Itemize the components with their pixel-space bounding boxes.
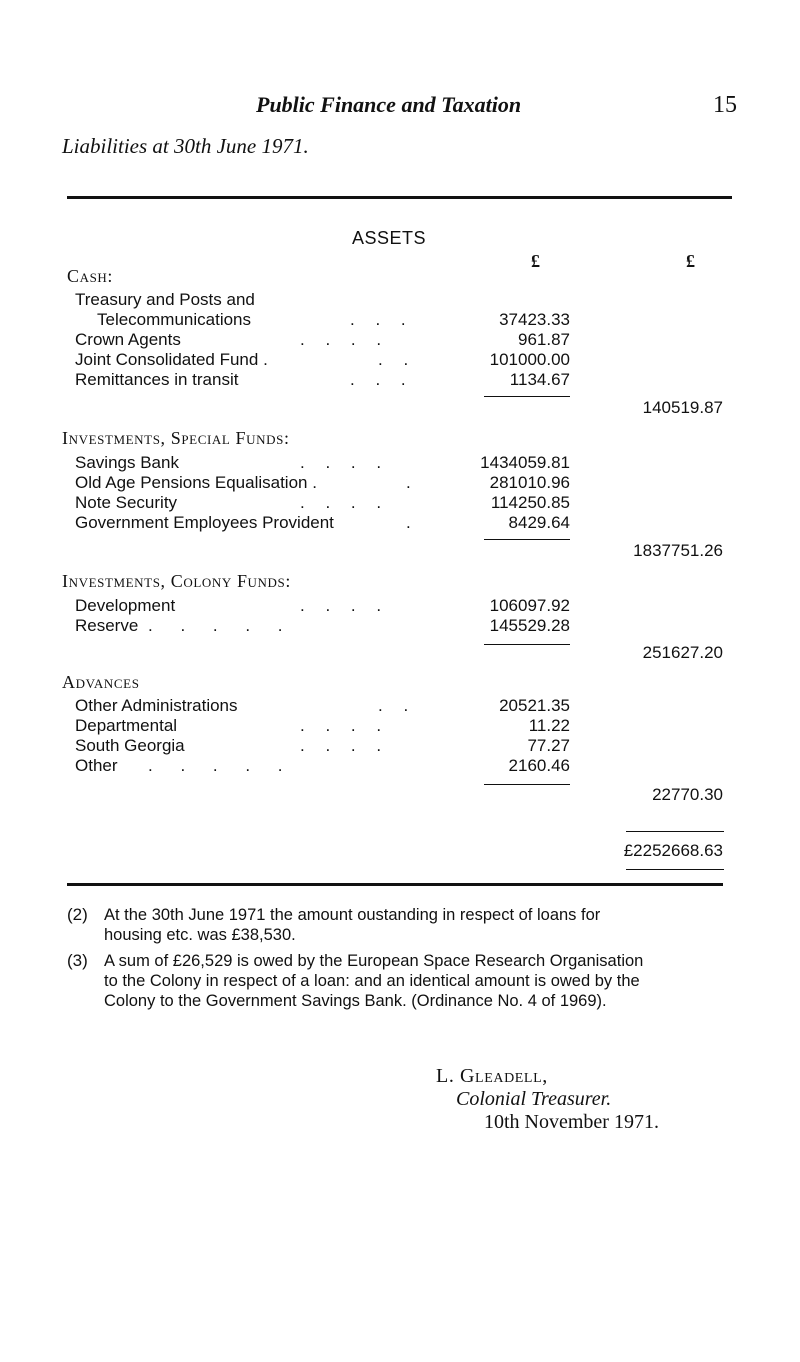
leader-dots: . . . .	[300, 716, 382, 735]
item-label: Development	[75, 596, 176, 615]
item-amount: 8429.64	[508, 513, 570, 532]
leader-dots: . . . . .	[148, 756, 283, 775]
item-amount: 145529.28	[489, 616, 570, 635]
item-label: Other Administrations	[75, 696, 238, 715]
item-amount: 77.27	[527, 736, 570, 755]
leader-dots: . . .	[350, 310, 406, 329]
item-amount: 101000.00	[489, 350, 570, 369]
currency-col2: £	[686, 251, 695, 271]
section-title: Advances	[62, 672, 140, 692]
bottom-rule	[67, 883, 723, 886]
section-subtotal: 1837751.26	[633, 541, 723, 560]
signature-date: 10th November 1971.	[484, 1111, 659, 1133]
section-subtotal: 140519.87	[642, 398, 723, 417]
leader-dots: . . . . .	[148, 616, 283, 635]
item-amount: 37423.33	[499, 310, 570, 329]
item-label: Other	[75, 756, 118, 775]
subtotal-rule	[484, 396, 570, 397]
leader-dots: . . . .	[300, 736, 382, 755]
note-text: At the 30th June 1971 the amount oustanding in respect of loans for housing etc. was £38,530.	[104, 906, 601, 944]
item-amount: 961.87	[518, 330, 570, 349]
item-label: Note Security	[75, 493, 178, 512]
subtotal-rule	[484, 784, 570, 785]
running-title: Public Finance and Taxation	[256, 92, 522, 117]
item-label: Government Employees Provident	[75, 513, 334, 532]
item-label: Reserve	[75, 616, 139, 635]
leader-dots: . . . .	[300, 596, 382, 615]
grand-total: £2252668.63	[623, 841, 723, 860]
leader-dots: . . .	[350, 370, 406, 389]
section-title: Investments, Special Funds:	[62, 428, 290, 448]
section-title: Cash:	[67, 266, 114, 286]
signatory-name: L. Gleadell,	[436, 1065, 548, 1087]
item-amount: 2160.46	[508, 756, 570, 775]
note-text: A sum of £26,529 is owed by the European Space Research Organisation to the Colony in respect of a loan: and an identical amount is owed by the Colony to the Government Savings Bank. (Ordinance No. 4 of 1969).	[104, 952, 644, 1010]
leader-dots: . . . .	[300, 493, 382, 512]
leader-dots: . .	[378, 696, 409, 715]
item-amount: 1434059.81	[480, 453, 570, 472]
item-label: Savings Bank	[75, 453, 179, 472]
item-label: Old Age Pensions Equalisation .	[75, 473, 317, 492]
leader-dots: . . . .	[300, 330, 382, 349]
item-label: Crown Agents	[75, 330, 181, 349]
total-rule-top	[626, 831, 724, 832]
subtotal-rule	[484, 539, 570, 540]
leader-dots: . . . .	[300, 453, 382, 472]
page-number: 15	[713, 92, 737, 118]
note-number: (3)	[67, 951, 88, 970]
leader-dots: .	[406, 513, 411, 532]
section-subtotal: 22770.30	[652, 785, 723, 804]
subtotal-rule	[484, 644, 570, 645]
item-label-cont: Telecommunications	[97, 310, 252, 329]
document-subtitle: Liabilities at 30th June 1971.	[62, 134, 309, 158]
item-amount: 106097.92	[489, 596, 570, 615]
item-amount: 281010.96	[489, 473, 570, 492]
signatory-title: Colonial Treasurer.	[456, 1088, 612, 1110]
note-number: (2)	[67, 905, 88, 924]
top-rule	[67, 196, 732, 199]
item-amount: 114250.85	[490, 493, 570, 512]
item-label: Treasury and Posts and	[75, 290, 255, 309]
currency-col1: £	[531, 251, 540, 271]
item-label: Joint Consolidated Fund .	[75, 350, 268, 369]
item-label: Departmental	[75, 716, 178, 735]
leader-dots: .	[406, 473, 411, 492]
total-rule-bottom	[626, 869, 724, 870]
item-amount: 11.22	[528, 716, 570, 735]
item-label: Remittances in transit	[75, 370, 239, 389]
item-label: South Georgia	[75, 736, 185, 755]
assets-heading: ASSETS	[352, 228, 427, 248]
item-amount: 1134.67	[509, 370, 570, 389]
section-title: Investments, Colony Funds:	[62, 571, 291, 591]
leader-dots: . .	[378, 350, 409, 369]
item-amount: 20521.35	[499, 696, 570, 715]
section-subtotal: 251627.20	[642, 643, 723, 662]
